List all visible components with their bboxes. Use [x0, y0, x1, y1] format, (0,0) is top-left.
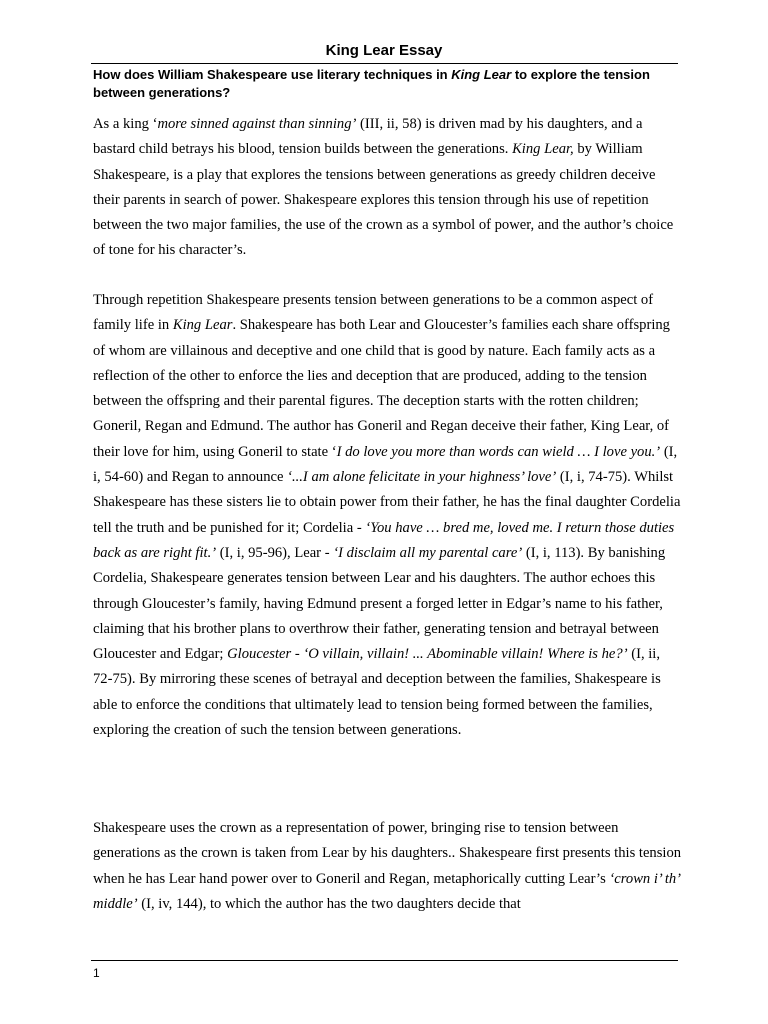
body-text: (I, i, 54-60) and Regan to announce — [93, 443, 678, 486]
body-text: (I, i, 74-75). Whilst Shakespeare has these sisters lie to obtain power from their father, he has the final daughter Cordelia tell the truth and be punished for it; Cordelia - — [93, 469, 681, 536]
paragraph-2 — [93, 288, 683, 743]
paragraph-1 — [93, 112, 683, 264]
question-text-1: How does William Shakespeare use literary techniques in — [93, 67, 452, 82]
document-title: King Lear Essay — [325, 42, 443, 59]
quoted-text: ‘I disclaim all my parental care’ — [333, 544, 523, 561]
body-text: by William Shakespeare, is a play that explores the tensions between generations as greedy children deceive their parents in search of power. Shakespeare explores this tension through his use of repetition between the two major families, the use of the crown as a symbol of power, and the author’s choice of tone for his character’s. — [93, 141, 674, 259]
quoted-text: ‘You have … bred me, loved me. I return those duties back as are right fit.’ — [93, 519, 675, 561]
quoted-text: I do love you more than words can wield … I love you.’ — [336, 443, 661, 460]
quoted-text: King Lear — [172, 317, 233, 334]
quoted-text: King Lear, — [512, 141, 574, 158]
body-text: (I, iv, 144), to which the author has the two daughters decide that — [137, 895, 521, 912]
footer-rule — [91, 960, 678, 961]
page-number: 1 — [93, 966, 100, 980]
body-text: (III, ii, 58) is driven mad by his daughters, and a bastard child betrays his blood, tension builds between the generations. — [93, 116, 643, 158]
question-text-2: to explore the tension between generations? — [93, 67, 650, 100]
quoted-text: more sinned against than sinning’ — [157, 116, 357, 132]
body-text: Shakespeare uses the crown as a representation of power, bringing rise to tension between generations as the crown is taken from Lear by his daughters.. Shakespeare first presents this tension when he has Lear hand power over to Goneril and Regan, metaphorically cutting Lear’s — [93, 820, 682, 887]
quoted-text: ‘...I am alone felicitate in your highness’ love’ — [287, 469, 557, 486]
body-text: (I, i, 95-96), Lear - — [216, 544, 334, 561]
body-text: (I, ii, 72-75). By mirroring these scenes of betrayal and deception between the families, Shakespeare is able to enforce the conditions that ultimately lead to tension being formed between the families, exploring the creation of such the tension between generations. — [93, 646, 661, 739]
essay-question — [93, 66, 683, 102]
quoted-text: Gloucester - ‘O villain, villain! ... Abominable villain! Where is he?’ — [227, 646, 628, 663]
body-text: (I, i, 113). By banishing Cordelia, Shakespeare generates tension between Lear and his daughters. The author echoes this through Gloucester’s family, having Edmund present a forged letter in Edgar’s name to his father, claiming that his brother plans to overthrow their father, generating tension and betrayal between Gloucester and Edgar; — [93, 544, 666, 663]
paragraph-3 — [93, 816, 683, 917]
body-text: As a king ‘ — [93, 116, 158, 132]
body-text: . Shakespeare has both Lear and Gloucester’s families each share offspring of whom are villainous and deceptive and one child that is good by nature. Each family acts as a reflection of the other to enforce the lies and deception that are produced, adding to the tension between the offspring and their parental figures. The deception starts with the rotten children; Goneril, Regan and Edmund. The author has Goneril and Regan deceive their father, King Lear, of their love for him, using Goneril to state ‘ — [93, 317, 670, 460]
body-text: Through repetition Shakespeare presents tension between generations to be a common aspect of family life in — [93, 292, 654, 334]
quoted-text: ‘crown i’ th’ middle’ — [93, 870, 680, 912]
question-work-title: King Lear — [451, 67, 512, 82]
title-rule — [91, 63, 678, 64]
